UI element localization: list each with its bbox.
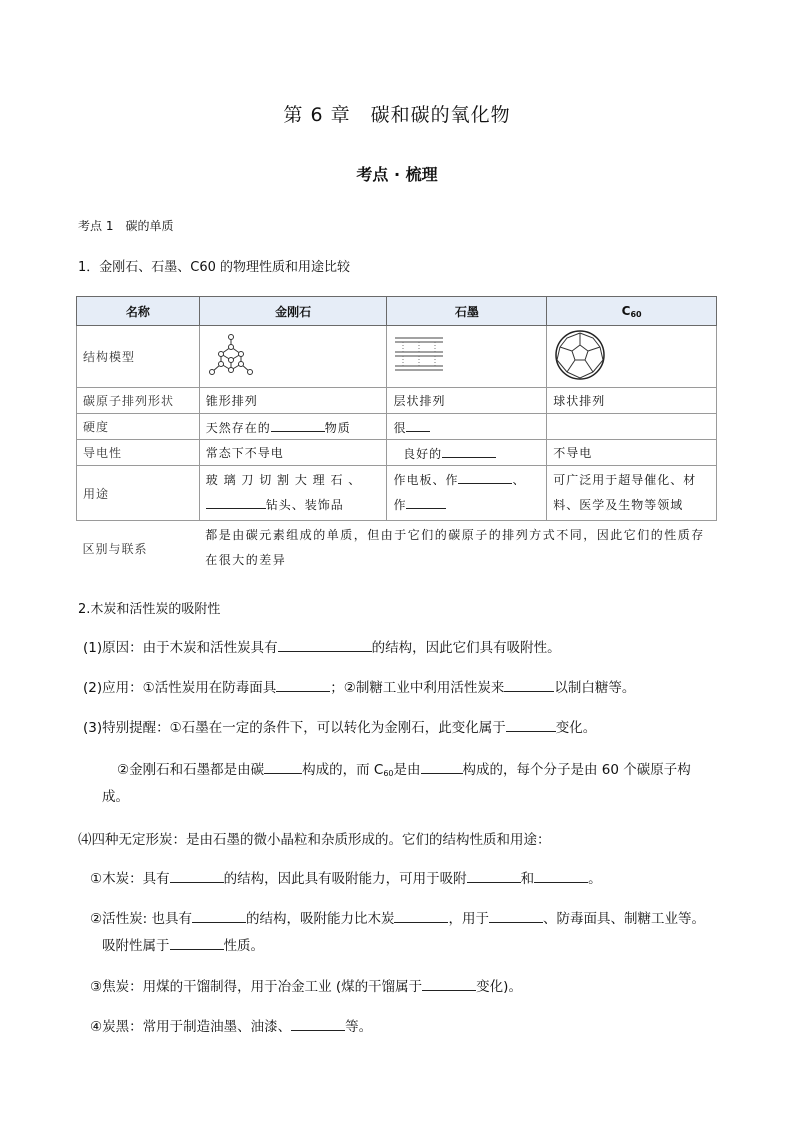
fill-blank [192,908,246,923]
fill-blank [276,677,330,692]
kaodian-heading: 考点 1 碳的单质 [78,219,174,233]
row-label: 用途 [77,466,200,521]
fill-blank [467,868,521,883]
fill-blank [422,976,476,991]
header-diamond: 金刚石 [199,297,387,326]
table-row [77,326,717,388]
fill-blank [534,868,588,883]
table-cell: 很 [387,414,547,440]
table-cell: 层状排列 [387,388,547,414]
fill-blank [278,637,372,652]
fill-blank [421,759,463,774]
graphite-structure-icon [393,332,445,378]
table-row [77,414,717,440]
row-label: 硬度 [77,414,200,440]
table-row [77,388,717,414]
paragraph-application: (2)应用：①活性炭用在防毒面具 ；②制糖工业中利用活性炭来 以制白糖等。 [83,675,635,701]
fill-blank [406,494,446,509]
paragraph-charcoal: ①木炭：具有 的结构，因此具有吸附能力，可用于吸附 和 。 [90,866,602,892]
fill-blank [442,443,496,458]
table-header-row [77,297,717,326]
comparison-table [76,296,717,575]
table-row [77,440,717,466]
fill-blank [504,677,554,692]
table-row [77,521,717,576]
table-cell: 可广泛用于超导催化、材 料、医学及生物等领域 [547,466,717,521]
table-cell: 常态下不导电 [199,440,387,466]
header-c60: C60 [547,297,717,326]
paragraph-coke: ③焦炭：用煤的干馏制得，用于冶金工业 (煤的干馏属于 变化)。 [90,974,522,1000]
fill-blank [506,717,556,732]
table-cell: 天然存在的 物质 [199,414,387,440]
fill-blank [291,1016,345,1031]
page-title: 第 6 章 碳和碳的氧化物 [283,104,511,126]
fill-blank [206,494,266,509]
table-cell: 良好的 [387,440,547,466]
table-row [77,466,717,521]
header-graphite: 石墨 [387,297,547,326]
table-cell: 都是由碳元素组成的单质，但由于它们的碳原子的排列方式不同，因此它们的性质存在很大的差异 [205,528,705,567]
fill-blank [394,908,448,923]
paragraph-reminder-2: ②金刚石和石墨都是由碳 构成的，而 C60是由 构成的，每个分子是由 60 个碳原子构 [117,757,717,787]
page-subtitle: 考点 · 梳理 [356,165,438,184]
paragraph-activated-carbon-cont: 吸附性属于 性质。 [102,933,264,959]
diamond-structure-icon [206,332,256,378]
table-cell [547,414,717,440]
table-cell: 锥形排列 [199,388,387,414]
paragraph-activated-carbon: ②活性炭: 也具有 的结构，吸附能力比木炭 ，用于 、防毒面具、制糖工业等。 [90,906,705,932]
fill-blank [264,759,302,774]
paragraph-amorphous: ⑷四种无定形炭：是由石墨的微小晶粒和杂质形成的。它们的结构性质和用途： [78,832,551,848]
section1-heading: 1．金刚石、石墨、C60 的物理性质和用途比较 [78,260,351,275]
row-label: 结构模型 [77,326,200,388]
graphite-model-image [387,326,547,388]
table-cell: 玻 璃 刀 切 割 大 理 石 、 钻头、装饰品 [199,466,387,521]
paragraph-reminder-2-cont: 成。 [102,789,129,805]
c60-model-image [547,326,717,388]
header-name: 名称 [77,297,200,326]
section2-heading: 2.木炭和活性炭的吸附性 [78,602,221,617]
fill-blank [170,868,224,883]
row-label: 导电性 [77,440,200,466]
fullerene-icon [553,328,607,382]
fill-blank [271,417,325,432]
fill-blank [170,935,224,950]
fill-blank [489,908,543,923]
table-cell: 不导电 [547,440,717,466]
paragraph-reminder: (3)特别提醒：①石墨在一定的条件下，可以转化为金刚石，此变化属于 变化。 [83,715,596,741]
row-label: 区别与联系 [82,541,148,556]
diamond-model-image [199,326,387,388]
fill-blank [458,469,512,484]
table-cell: 球状排列 [547,388,717,414]
paragraph-reason: (1)原因：由于木炭和活性炭具有 的结构，因此它们具有吸附性。 [83,635,561,661]
row-label: 碳原子排列形状 [77,388,200,414]
paragraph-carbon-black: ④炭黑：常用于制造油墨、油漆、 等。 [90,1014,372,1040]
table-cell: 作电板、作 、 作 [387,466,547,521]
fill-blank [406,417,430,432]
